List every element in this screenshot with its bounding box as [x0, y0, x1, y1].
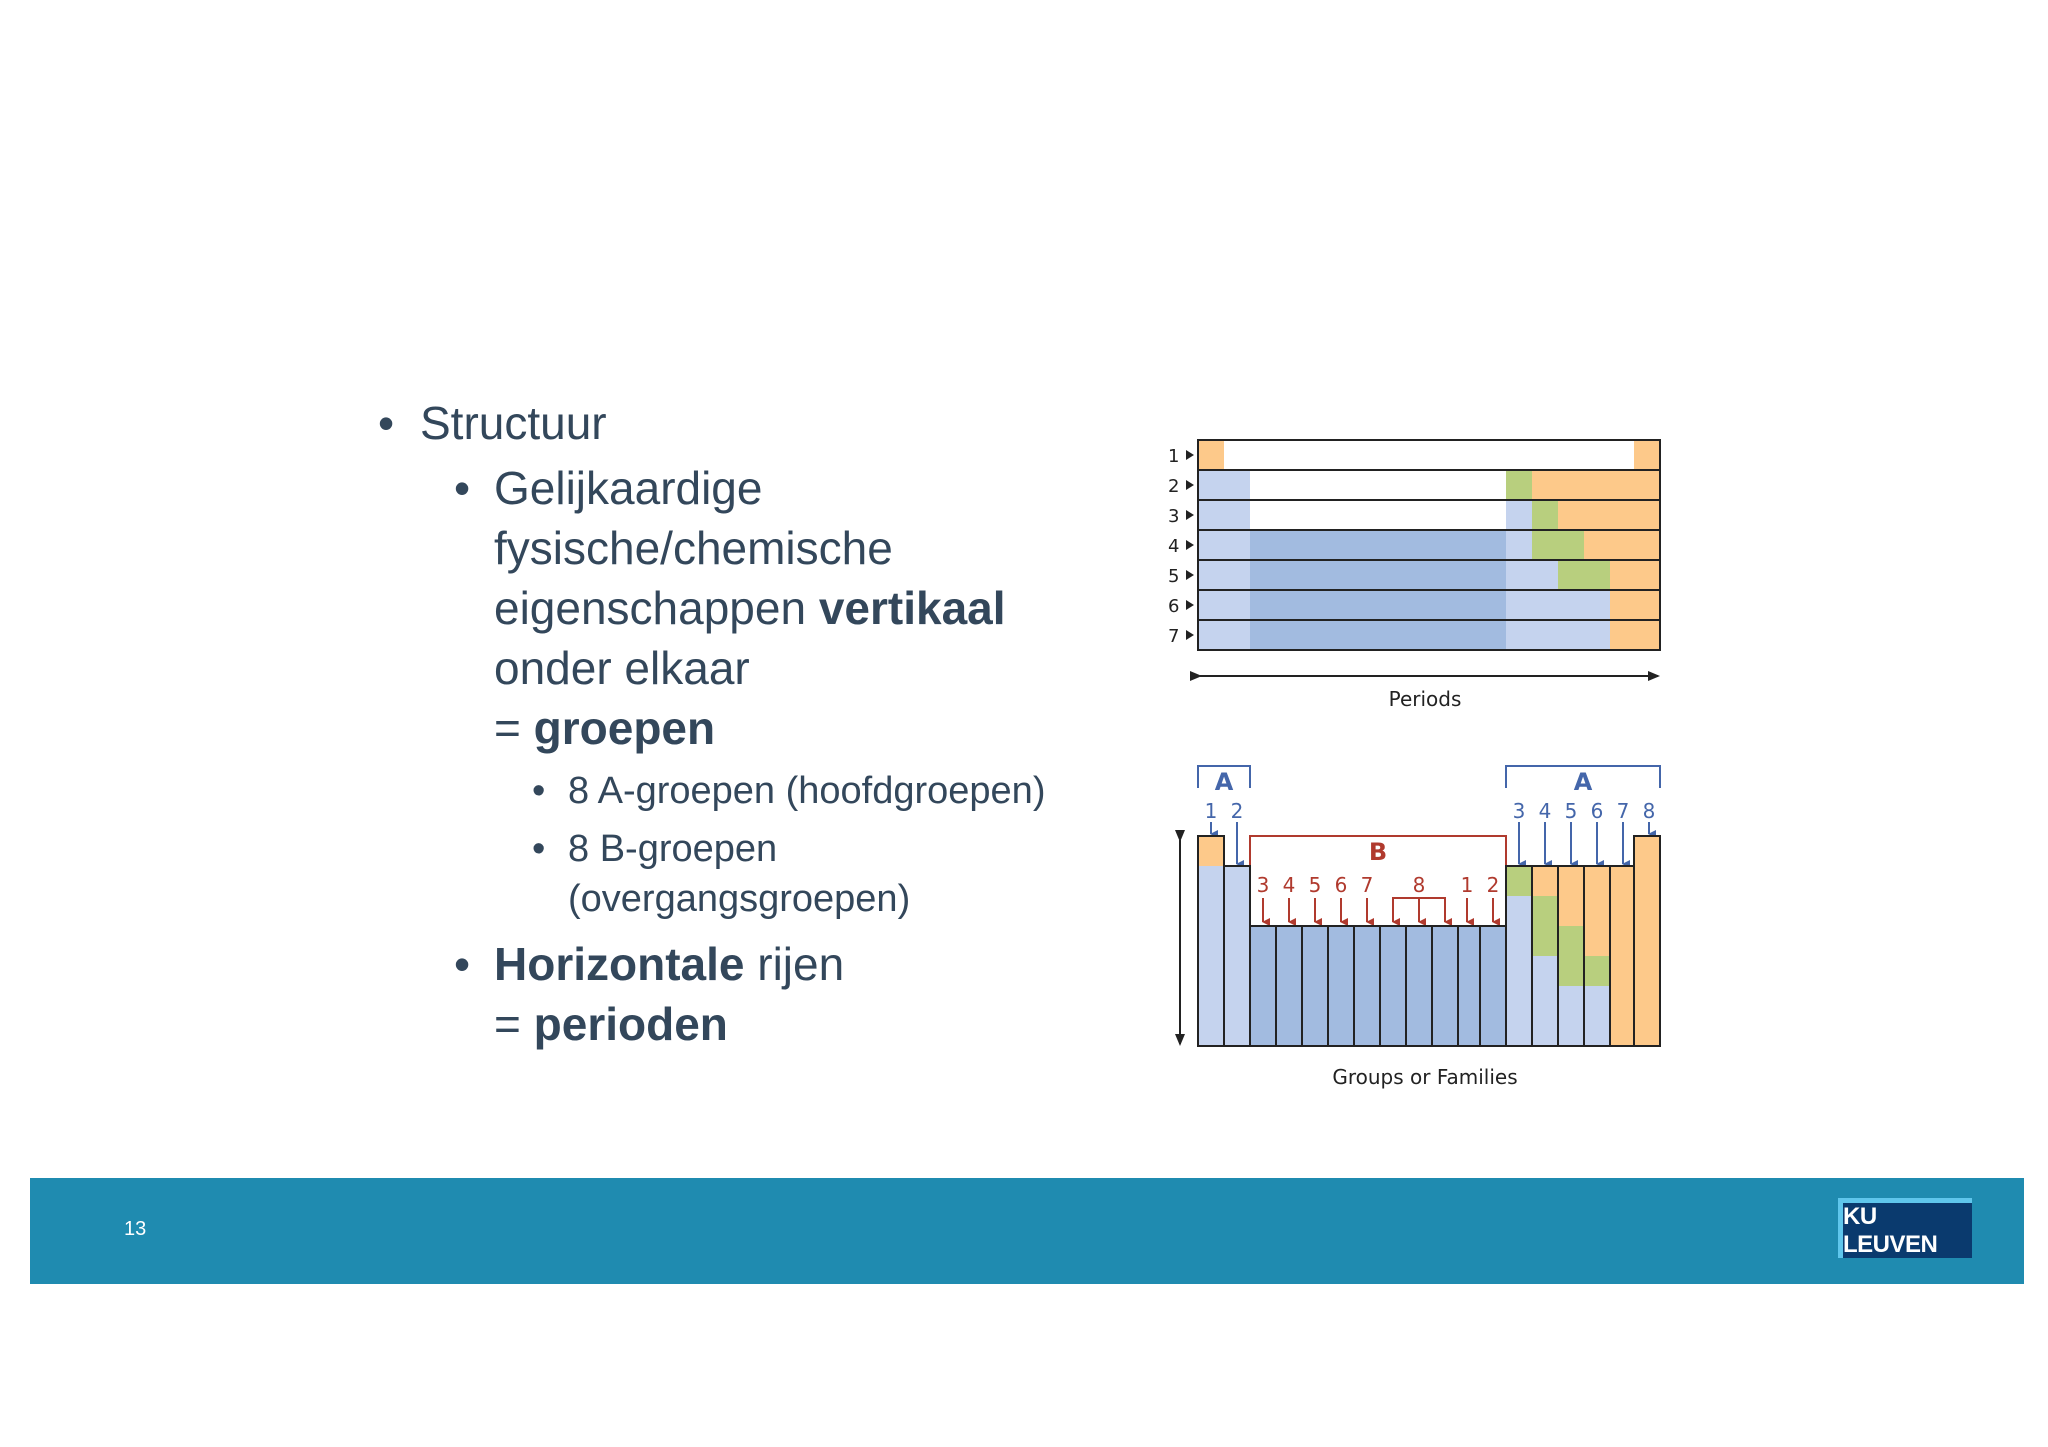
gelijk-line3-text: eigenschappen [494, 582, 819, 634]
period-arrow-icon [1186, 510, 1194, 520]
group3-blue [1506, 896, 1532, 1046]
group5-orange [1558, 866, 1584, 926]
a-right-num-4: 4 [1538, 799, 1552, 823]
perioden-eq: = [494, 998, 534, 1050]
a-right-num-7: 7 [1616, 799, 1630, 823]
period4-s [1198, 530, 1250, 560]
group4-blue [1532, 956, 1558, 1046]
ku-leuven-logo [1838, 1198, 1972, 1258]
b-arrows [1263, 898, 1493, 922]
a-left-num-1: 1 [1204, 799, 1218, 823]
period-arrow-icon [1186, 480, 1194, 490]
period3-p-blue [1506, 500, 1532, 530]
b-block [1250, 926, 1506, 1046]
period2-orange [1532, 470, 1660, 500]
period5-d [1250, 560, 1506, 590]
gelijk-line2: fysische/chemische [494, 522, 893, 574]
period2-s [1198, 470, 1250, 500]
period-num-5: 5 [1168, 566, 1180, 587]
period6-orange [1610, 590, 1660, 620]
period5-green [1558, 560, 1610, 590]
period7-s [1198, 620, 1250, 650]
b-numbers [1257, 873, 1500, 897]
group1-col-orange [1198, 836, 1224, 866]
groups-table [1180, 766, 1660, 1089]
gelijk-line1: • Gelijkaardige [494, 462, 763, 514]
period7-d [1250, 620, 1506, 650]
bullet-structuur [378, 392, 1118, 454]
period-arrow-icon [1186, 450, 1194, 460]
b-num-8: 8 [1412, 873, 1426, 897]
bullet-horizontale [378, 934, 1118, 1054]
a-left-label: A [1214, 768, 1234, 796]
period1-s [1198, 440, 1224, 470]
period-arrow-icon [1186, 540, 1194, 550]
b-num-7: 7 [1360, 873, 1374, 897]
footer-bar [30, 1178, 2024, 1284]
bullet-a-groepen [378, 766, 1118, 816]
group8-orange [1634, 836, 1660, 1046]
bullet-b-groepen [378, 824, 1118, 924]
b-groepen-line1: • 8 B-groepen [568, 828, 778, 870]
period5-p-blue [1506, 560, 1558, 590]
period-num-1: 1 [1168, 446, 1180, 467]
period-numbers [1168, 446, 1179, 647]
horiz-line1 [494, 934, 1118, 994]
a-right-label: A [1573, 768, 1593, 796]
period6-s [1198, 590, 1250, 620]
page-number: 13 [124, 1218, 147, 1240]
period-num-2: 2 [1168, 476, 1180, 497]
group5-blue [1558, 986, 1584, 1046]
period3-s [1198, 500, 1250, 530]
period4-d [1250, 530, 1506, 560]
period5-orange [1610, 560, 1660, 590]
period6-p-blue [1506, 590, 1610, 620]
gelijk-line5 [494, 698, 1118, 758]
group4-green [1532, 896, 1558, 956]
logo-text: KU LEUVEN [1843, 1202, 1938, 1258]
period-arrow-icon [1186, 570, 1194, 580]
period-arrow-icon [1186, 600, 1194, 610]
period2-green [1506, 470, 1532, 500]
period-num-3: 3 [1168, 506, 1180, 527]
b-label: B [1368, 838, 1388, 866]
groups-label: Groups or Families [1332, 1065, 1518, 1089]
group3-green [1506, 866, 1532, 896]
b-num-4: 4 [1282, 873, 1296, 897]
gelijk-line5-eq: = [494, 702, 534, 754]
period-arrow-icon [1186, 630, 1194, 640]
period6-d [1250, 590, 1506, 620]
group6-blue [1584, 986, 1610, 1046]
periodic-table-diagram [1160, 430, 1680, 1110]
b-num-2: 2 [1486, 873, 1500, 897]
b-num-3: 3 [1256, 873, 1270, 897]
period5-s [1198, 560, 1250, 590]
perioden-text: perioden [533, 998, 728, 1050]
horiz-line2 [494, 994, 1118, 1054]
a-groepen-text: 8 A-groepen (hoofdgroepen) [568, 770, 1046, 812]
b-num-5: 5 [1308, 873, 1322, 897]
period-num-6: 6 [1168, 596, 1180, 617]
horizontale-text: Horizontale [494, 938, 745, 990]
structuur-text: Structuur [420, 397, 607, 449]
a-right-arrows [1519, 822, 1649, 864]
period-num-7: 7 [1168, 626, 1180, 647]
period4-p-blue [1506, 530, 1532, 560]
b-groepen-line2: (overgangsgroepen) [568, 878, 911, 920]
a-left-num-2: 2 [1230, 799, 1244, 823]
b-num-6: 6 [1334, 873, 1348, 897]
periods-label: Periods [1388, 687, 1462, 711]
period7-orange [1610, 620, 1660, 650]
period7-p-blue [1506, 620, 1610, 650]
a-right-num-6: 6 [1590, 799, 1604, 823]
groepen-text: groepen [533, 702, 716, 754]
periods-table [1168, 440, 1660, 711]
gelijk-line4: onder elkaar [494, 642, 750, 694]
b-num-1: 1 [1460, 873, 1474, 897]
rijen-text: rijen [744, 938, 845, 990]
vertikaal-text: vertikaal [818, 582, 1006, 634]
group7-orange [1610, 866, 1634, 1046]
group6-green [1584, 956, 1610, 986]
period3-orange [1558, 500, 1660, 530]
group4-orange [1532, 866, 1558, 896]
bullet-gelijkaardig [378, 458, 1118, 758]
a-right-num-5: 5 [1564, 799, 1578, 823]
period4-green [1532, 530, 1584, 560]
a-right-num-3: 3 [1512, 799, 1526, 823]
period-num-4: 4 [1168, 536, 1180, 557]
bullet-list [378, 392, 1118, 1054]
period-arrows [1186, 450, 1194, 640]
group1-col [1198, 866, 1224, 1046]
period3-green [1532, 500, 1558, 530]
gelijk-line3 [494, 578, 1118, 638]
a-right-numbers [1513, 799, 1656, 823]
period4-orange [1584, 530, 1660, 560]
a-right-num-8: 8 [1642, 799, 1656, 823]
group5-green [1558, 926, 1584, 986]
period1-noble [1634, 440, 1660, 470]
group2-col [1224, 866, 1250, 1046]
group6-orange [1584, 866, 1610, 956]
